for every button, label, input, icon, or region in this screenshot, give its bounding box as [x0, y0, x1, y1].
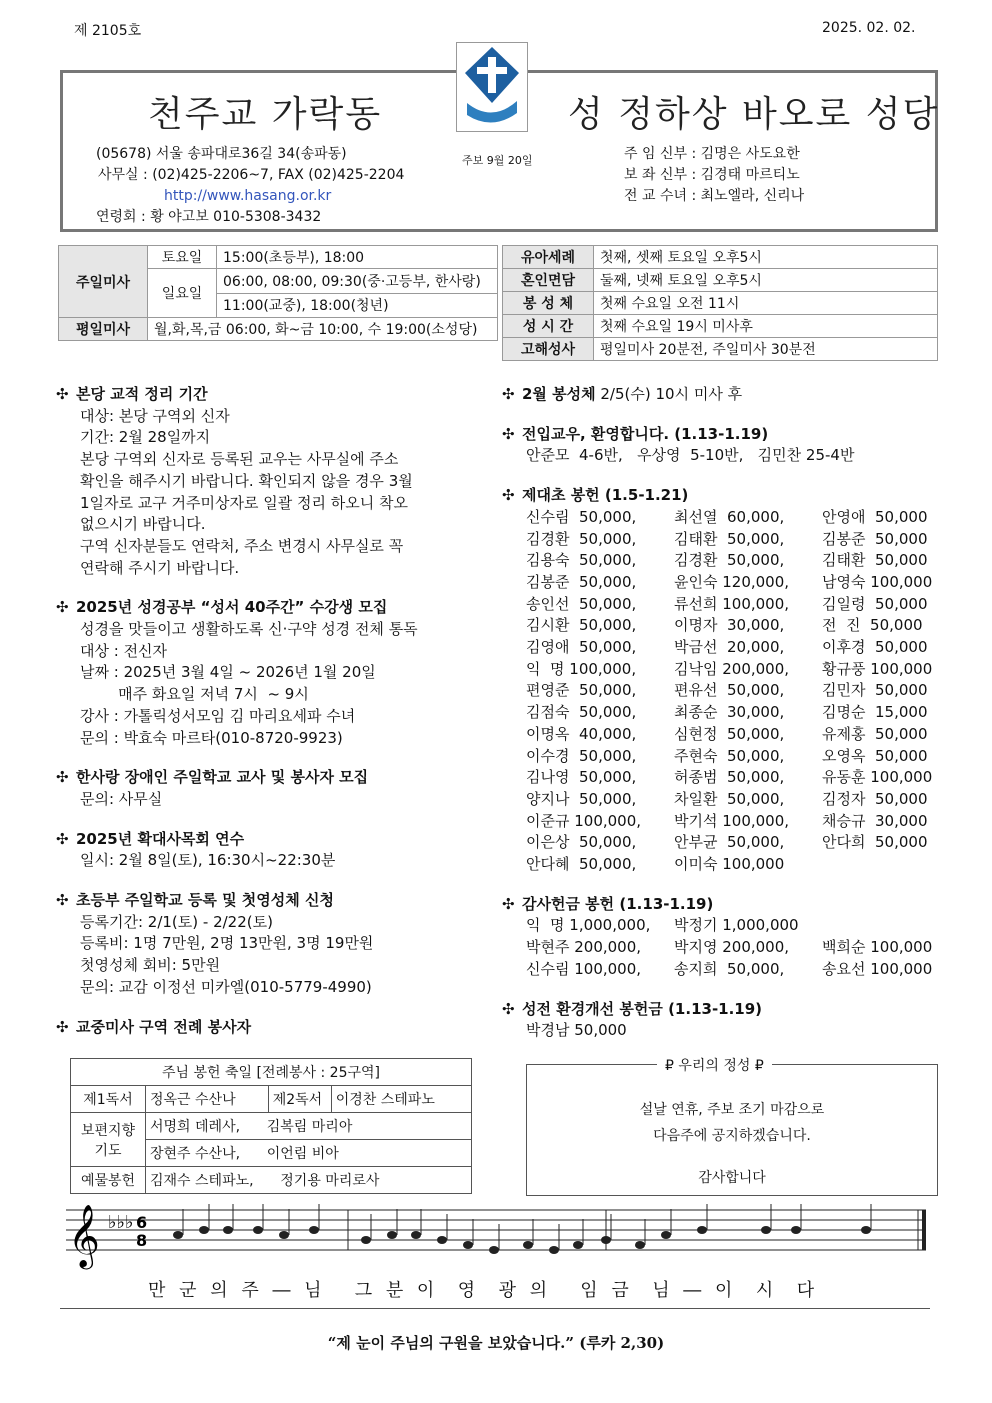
hymn-lyrics: 만 군 의 주 ― 님 그 분 이 영 광 의 임 금 님 ― 이 시 다: [148, 1280, 819, 1301]
svg-text:𝄞: 𝄞: [68, 1204, 100, 1267]
section-title: ✣ 교중미사 구역 전례 봉사자: [56, 1017, 496, 1039]
service-header: 주님 봉헌 축일 [전례봉사 : 25구역]: [71, 1059, 472, 1086]
donation-entry: 안다희 50,000: [822, 833, 928, 852]
note-head: [635, 1241, 645, 1249]
note-head: [387, 1231, 397, 1239]
note-head: [253, 1226, 263, 1234]
donation-entry: 이명옥 40,000,: [526, 724, 637, 743]
donation-row: [502, 811, 942, 833]
notice-line: 다음주에 공지하겠습니다.: [653, 1128, 811, 1144]
note-head: [697, 1226, 707, 1234]
sacrament-table: [502, 245, 938, 361]
section-title: 제대초 봉헌 (1.5-1.21): [522, 486, 689, 505]
section-title: ✣ 초등부 주일학교 등록 및 첫영성체 신청: [56, 890, 496, 912]
donation-entry: 이은상 50,000,: [526, 833, 637, 852]
donation-entry: 윤인숙 120,000,: [674, 572, 790, 591]
body-line: 대상 : 전신자: [80, 641, 168, 660]
donation-row: [502, 724, 942, 746]
mass-schedule-table: [58, 245, 498, 341]
donation-entry: 안부균 50,000,: [674, 833, 785, 852]
sun-label: 일요일: [148, 269, 217, 318]
parish-title: 성 정하상 바오로 성당: [568, 94, 940, 135]
cross-icon: ✣: [502, 385, 515, 403]
note-head: [549, 1246, 559, 1254]
donation-row: [502, 832, 942, 854]
donation-row: [502, 550, 942, 572]
donation-entry: 김봉준 50,000: [822, 529, 928, 548]
donation-row: [502, 507, 942, 529]
donation-row: [502, 767, 942, 789]
donation-entry: 양지나 50,000,: [526, 789, 637, 808]
offer-value: 김재수 스테파노, 정기용 마리로사: [146, 1167, 472, 1194]
address-block: [96, 144, 404, 228]
donation-row: [502, 937, 942, 959]
donation-entry: 김점숙 50,000,: [526, 703, 637, 722]
body-line: 1일자로 교구 거주미상자로 일괄 정리 하오니 착오: [80, 493, 408, 512]
donation-entry: 백희순 100,000: [822, 938, 933, 957]
sacrament-label: 유아세례: [503, 246, 594, 269]
body-line: 없으시기 바랍니다.: [80, 515, 206, 534]
cross-icon: ✣: [56, 768, 69, 787]
note-head: [411, 1231, 421, 1239]
address-line: (05678) 서울 송파대로36길 34(송파동): [96, 146, 347, 162]
donation-entry: 이수경 50,000,: [526, 746, 637, 765]
body-line: 대상: 본당 구역외 신자: [80, 406, 230, 425]
note-head: [523, 1241, 533, 1249]
donation-entry: 송지희 50,000,: [674, 959, 785, 978]
donation-entry: 김낙임 200,000,: [674, 659, 790, 678]
notice-line: 설날 연휴, 주보 조기 마감으로: [639, 1102, 825, 1118]
note-head: [361, 1236, 371, 1244]
donation-row: [502, 615, 942, 637]
note-head: [861, 1226, 871, 1234]
donation-entry: 안영애 50,000: [822, 507, 928, 526]
sacrament-value: 첫째, 셋째 토요일 오후5시: [594, 246, 938, 269]
note-head: [463, 1241, 473, 1249]
donation-entry: 김경환 50,000,: [526, 529, 637, 548]
body-line: 날짜 : 2025년 3월 4일 ~ 2026년 1월 20일: [80, 663, 376, 682]
cross-icon: ✣: [56, 829, 69, 848]
donation-row: [502, 789, 942, 811]
note-head: [791, 1226, 801, 1234]
clergy-line: 주 임 신부 : 김명은 사도요한: [624, 146, 800, 162]
notice-line: 감사합니다: [698, 1170, 766, 1186]
body-line: 박경남 50,000: [526, 1021, 627, 1040]
donation-entry: 김태환 50,000,: [674, 529, 785, 548]
bible-quote: “제 눈이 주님의 구원을 보았습니다.” (루카 2,30): [327, 1334, 665, 1352]
clergy-line: 보 좌 신부 : 김경태 마르티노: [624, 167, 800, 183]
body-line: 문의: 사무실: [80, 789, 163, 808]
issue-number: 제 2105호: [74, 23, 142, 39]
cross-icon: ✣: [502, 999, 515, 1018]
donation-entry: 신수림 100,000,: [526, 959, 642, 978]
donation-entry: 박기석 100,000,: [674, 811, 790, 830]
body-line: 확인을 해주시기 바랍니다. 확인되지 않을 경우 3월: [80, 471, 413, 490]
donation-entry: 편유선 50,000,: [674, 681, 785, 700]
liturgy-service-table: [70, 1058, 472, 1194]
section-title: 감사헌금 봉헌 (1.13-1.19): [522, 894, 714, 913]
body-line: 일시: 2월 8일(토), 16:30시~22:30분: [80, 851, 336, 870]
donation-entry: 김경환 50,000,: [674, 551, 785, 570]
donation-entry: 류선희 100,000,: [674, 594, 790, 613]
website-link[interactable]: http://www.hasang.or.kr: [164, 188, 332, 204]
notice-title: ₽ 우리의 정성 ₽: [657, 1055, 772, 1075]
body-line: 강사 : 가톨릭성서모임 김 마리요세파 수녀: [80, 706, 356, 725]
reading-label: 제1독서: [71, 1086, 146, 1113]
donation-row: [502, 637, 942, 659]
donation-row: [502, 572, 942, 594]
body-line: 성경을 맛들이고 생활하도록 신·구약 성경 전체 통독: [80, 620, 418, 639]
note-head: [601, 1236, 611, 1244]
week-label: 주보 9월 20일: [462, 154, 533, 167]
body-line: 첫영성체 회비: 5만원: [80, 956, 221, 975]
donation-entry: 박정기 1,000,000: [674, 916, 799, 935]
sat-time: 15:00(초등부), 18:00: [217, 246, 498, 269]
cross-icon: ✣: [502, 894, 515, 913]
sacrament-label: 성 시 간: [503, 315, 594, 338]
donation-list: [502, 507, 942, 876]
body-line: 등록비: 1명 7만원, 2명 13만원, 3명 19만원: [80, 934, 374, 953]
body-line: 기간: 2월 28일까지: [80, 428, 211, 447]
donation-entry: 박현주 200,000,: [526, 938, 642, 957]
staff-notation: [66, 1196, 930, 1276]
donation-entry: 김시환 50,000,: [526, 616, 637, 635]
svg-text:8: 8: [136, 1231, 148, 1250]
section-title: 2월 봉성체: [522, 385, 596, 403]
svg-text:♭♭♭: ♭♭♭: [108, 1212, 134, 1233]
donation-entry: 차일환 50,000,: [674, 789, 785, 808]
body-line: 등록기간: 2/1(토) - 2/22(토): [80, 912, 273, 931]
donation-entry: 황규풍 100,000: [822, 659, 933, 678]
note-head: [173, 1231, 183, 1239]
donation-row: [502, 702, 942, 724]
body-line: 문의: 교감 이정선 미카엘(010-5779-4990): [80, 977, 372, 996]
donation-entry: 유동훈 100,000: [822, 768, 933, 787]
donation-entry: 익 명 1,000,000,: [526, 916, 651, 935]
section-title: ✣ 한사랑 장애인 주일학교 교사 및 봉사자 모집: [56, 767, 496, 789]
donation-entry: 이준규 100,000,: [526, 811, 642, 830]
body-line: 2/5(수) 10시 미사 후: [595, 385, 743, 403]
donation-row: [502, 746, 942, 768]
donation-entry: 김용숙 50,000,: [526, 551, 637, 570]
donation-entry: 송요선 100,000: [822, 959, 933, 978]
cross-icon: ✣: [56, 385, 69, 403]
cross-icon: ✣: [56, 891, 69, 910]
reading-value: 정옥근 수산나: [146, 1086, 269, 1113]
donation-entry: 이미숙 100,000: [674, 855, 785, 874]
body-line: 구역 신자분들도 연락처, 주소 변경시 사무실로 꼭: [80, 536, 404, 555]
cross-icon: ✣: [56, 1017, 69, 1036]
sacrament-label: 고해성사: [503, 338, 594, 361]
note-head: [761, 1226, 771, 1234]
right-column: [502, 384, 942, 1042]
donation-row: [502, 915, 942, 937]
donation-entry: 심현정 50,000,: [674, 724, 785, 743]
sacrament-value: 평일미사 20분전, 주일미사 30분전: [594, 338, 938, 361]
sunday-mass-label: 주일미사: [59, 246, 148, 318]
donation-entry: 박금선 20,000,: [674, 638, 785, 657]
donation-entry: [822, 915, 952, 937]
donation-entry: 김정자 50,000: [822, 789, 928, 808]
donation-entry: [822, 854, 952, 876]
diocese-title: 천주교 가락동: [148, 94, 383, 135]
donation-entry: 익 명 100,000,: [526, 659, 637, 678]
donation-row: [502, 854, 942, 876]
donation-entry: 김민자 50,000: [822, 681, 928, 700]
donation-row: [502, 659, 942, 681]
weekday-time: 월,화,목,금 06:00, 화~금 10:00, 수 19:00(소성당): [148, 318, 498, 341]
body-line: 문의 : 박효숙 마르타(010-8720-9923): [80, 728, 343, 747]
section-title: 성전 환경개선 봉헌금 (1.13-1.19): [522, 999, 763, 1018]
note-head: [489, 1246, 499, 1254]
donation-entry: 전 진 50,000: [822, 616, 923, 635]
left-column: [56, 384, 496, 1038]
note-head: [199, 1226, 209, 1234]
sacrament-label: 봉 성 체: [503, 292, 594, 315]
prayer-label: 보편지향 기도: [71, 1113, 146, 1167]
donation-entry: 주현숙 50,000,: [674, 746, 785, 765]
offer-label: 예물봉헌: [71, 1167, 146, 1194]
donation-row: [502, 959, 942, 981]
cross-icon: ✣: [56, 598, 69, 617]
funeral-line: 연령회 : 황 야고보 010-5308-3432: [96, 209, 322, 225]
donation-entry: 김일령 50,000: [822, 594, 928, 613]
section-title: 전입교우, 환영합니다. (1.13-1.19): [522, 424, 769, 443]
note-head: [309, 1226, 319, 1234]
section-title: ✣ 본당 교적 정리 기간: [56, 384, 496, 406]
reading-value: 이경찬 스테파노: [331, 1086, 471, 1113]
parish-logo: [456, 42, 528, 132]
sat-label: 토요일: [148, 246, 217, 269]
prayer-value: 장현주 수산나, 이언림 비아: [146, 1140, 472, 1167]
weekday-mass-label: 평일미사: [59, 318, 148, 341]
reading-label: 제2독서: [268, 1086, 331, 1113]
thanks-list: [502, 915, 942, 980]
clergy-line: 전 교 수녀 : 최노엘라, 신리나: [624, 188, 805, 204]
donation-entry: 신수림 50,000,: [526, 507, 637, 526]
prayer-value: 서명희 데레사, 김복림 마리아: [146, 1113, 472, 1140]
body-line: 안준모 4-6반, 우상영 5-10반, 김민찬 25-4반: [526, 446, 855, 465]
body-line: 연락해 주시기 바랍니다.: [80, 558, 240, 577]
section-title: ✣ 2025년 성경공부 “성서 40주간” 수강생 모집: [56, 597, 496, 619]
donation-entry: 유제홍 50,000: [822, 724, 928, 743]
donation-entry: 최선열 60,000,: [674, 507, 785, 526]
section-title: ✣ 2025년 확대사목회 연수: [56, 829, 496, 851]
sacrament-label: 혼인면담: [503, 269, 594, 292]
sun-time: 11:00(교중), 18:00(청년): [217, 293, 498, 318]
donation-entry: 편영준 50,000,: [526, 681, 637, 700]
note-head: [437, 1236, 447, 1244]
note-head: [223, 1226, 233, 1234]
donation-entry: 김명순 15,000: [822, 703, 928, 722]
donation-entry: 박지영 200,000,: [674, 938, 790, 957]
donation-entry: 김태환 50,000: [822, 551, 928, 570]
donation-entry: 안다혜 50,000,: [526, 855, 637, 874]
donation-row: [502, 594, 942, 616]
music-staff: [66, 1196, 930, 1306]
donation-entry: 오영옥 50,000: [822, 746, 928, 765]
donation-row: [502, 529, 942, 551]
sun-time: 06:00, 08:00, 09:30(중·고등부, 한사랑): [217, 269, 498, 294]
donation-entry: 남영숙 100,000: [822, 572, 933, 591]
sacrament-value: 첫째 수요일 오전 11시: [594, 292, 938, 315]
note-head: [661, 1231, 671, 1239]
body-line: 본당 구역외 신자로 등록된 교우는 사무실에 주소: [80, 450, 399, 469]
divider: [60, 1308, 930, 1309]
donation-entry: 허종범 50,000,: [674, 768, 785, 787]
sacrament-value: 둘째, 넷째 토요일 오후5시: [594, 269, 938, 292]
office-line: 사무실 : (02)425-2206~7, FAX (02)425-2204: [98, 167, 405, 183]
note-head: [279, 1231, 289, 1239]
sacrament-value: 첫째 수요일 19시 미사후: [594, 315, 938, 338]
body-line: 매주 화요일 저녁 7시 ~ 9시: [80, 685, 309, 704]
note-head: [573, 1241, 583, 1249]
donation-entry: 김나영 50,000,: [526, 768, 637, 787]
donation-entry: 김봉준 50,000,: [526, 572, 637, 591]
donation-entry: 김영애 50,000,: [526, 638, 637, 657]
notice-box: [526, 1058, 938, 1196]
donation-entry: 최종순 30,000,: [674, 703, 785, 722]
donation-row: [502, 680, 942, 702]
donation-entry: 이후경 50,000: [822, 638, 928, 657]
cross-icon: ✣: [502, 424, 515, 443]
cross-icon: ✣: [502, 486, 515, 505]
issue-date: 2025. 02. 02.: [822, 20, 916, 36]
svg-text:6: 6: [136, 1213, 148, 1232]
donation-entry: 송인선 50,000,: [526, 594, 637, 613]
clergy-block: [624, 144, 804, 207]
donation-entry: 이명자 30,000,: [674, 616, 785, 635]
donation-entry: 채승규 30,000: [822, 811, 928, 830]
